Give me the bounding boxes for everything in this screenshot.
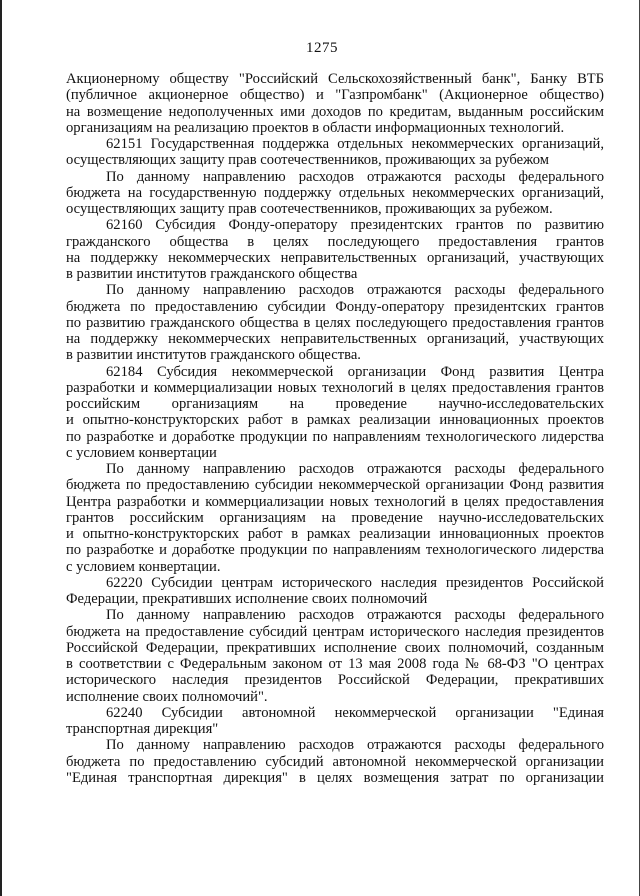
text-line: разработки и коммерциализации новых технологий в целях предоставления грантов <box>66 379 604 396</box>
text-line: и опытно-конструкторских работ в рамках реализации инновационных проектов <box>66 526 604 542</box>
text-line: в развитии институтов гражданского общества <box>66 266 358 282</box>
text-line: 62184 Субсидия некоммерческой организации Фонд развития Центра <box>106 363 604 380</box>
text-line: и опытно-конструкторских работ в рамках реализации инновационных проектов <box>66 412 604 429</box>
text-line: исполнение своих полномочий". <box>66 688 268 705</box>
text-line: Федерации, прекративших исполнение своих полномочий <box>66 591 428 607</box>
text-line: российским организациям на проведение научно-исследовательских <box>66 396 604 412</box>
text-line: на поддержку некоммерческих неправительственных организаций, участвующих <box>66 331 604 347</box>
text-line: "Единая транспортная дирекция" в целях возмещения затрат по организации <box>66 769 604 786</box>
text-line: в развитии институтов гражданского общества. <box>66 347 361 364</box>
text-line: по развитию гражданского общества в целях последующего предоставления грантов <box>66 314 604 331</box>
text-line: с условием конвертации <box>66 444 217 461</box>
document-body <box>66 71 604 786</box>
text-line: По данному направлению расходов отражаются расходы федерального <box>106 607 604 624</box>
text-line: осуществляющих защиту прав соотечественников, проживающих за рубежом <box>66 152 550 169</box>
text-line: Российской Федерации, прекративших исполнение своих полномочий, созданным <box>66 639 604 656</box>
text-line: Центра разработки и коммерциализации новых технологий в целях предоставления <box>66 493 604 510</box>
text-line: бюджета по предоставлению субсидии некоммерческой организации Фонд развития <box>66 477 604 494</box>
text-line: на возмещение недополученных ими доходов по кредитам, выданным российским <box>66 103 604 120</box>
text-line: в соответствии с Федеральным законом от 13 мая 2008 года № 68-ФЗ "О центрах <box>66 656 604 672</box>
text-line: 62151 Государственная поддержка отдельных некоммерческих организаций, <box>106 136 604 152</box>
text-line: (публичное акционерное общество) и "Газпромбанк" (Акционерное общество) <box>66 87 604 104</box>
text-line: исторического наследия президентов Российской Федерации, прекративших <box>66 672 604 689</box>
page-number: 1275 <box>306 40 338 56</box>
text-line: осуществляющих защиту прав соотечественников, проживающих за рубежом. <box>66 201 553 217</box>
text-line: бюджета на государственную поддержку отдельных некоммерческих организаций, <box>66 184 604 201</box>
text-line: на поддержку некоммерческих неправительственных организаций, участвующих <box>66 249 604 266</box>
text-line: По данному направлению расходов отражаются расходы федерального <box>106 461 604 477</box>
text-line: по разработке и доработке продукции по направлениям технологического лидерства <box>66 428 604 445</box>
text-line: гражданского общества в целях последующего предоставления грантов <box>66 233 604 250</box>
text-line: грантов российским организациям на проведение научно-исследовательских <box>66 509 604 526</box>
text-line: 62240 Субсидии автономной некоммерческой организации "Единая <box>106 704 604 721</box>
text-line: организациям на реализацию проектов в области информационных технологий. <box>66 119 565 136</box>
text-line: бюджета на предоставление субсидий центрам исторического наследия президентов <box>66 623 604 640</box>
text-line: По данному направлению расходов отражаются расходы федерального <box>106 282 604 299</box>
text-line: бюджета по предоставлению субсидии Фонду-оператору президентских грантов <box>66 298 604 315</box>
text-line: 62160 Субсидия Фонду-оператору президентских грантов по развитию <box>106 217 604 234</box>
text-line: Акционерному обществу "Российский Сельскохозяйственный банк", Банку ВТБ <box>66 71 604 87</box>
text-line: По данному направлению расходов отражаются расходы федерального <box>106 737 604 754</box>
text-line: бюджета по предоставлению субсидий автономной некоммерческой организации <box>66 753 604 770</box>
text-line: По данному направлению расходов отражаются расходы федерального <box>106 168 604 185</box>
text-line: с условием конвертации. <box>66 558 221 575</box>
text-line: по разработке и доработке продукции по направлениям технологического лидерства <box>66 542 604 559</box>
text-line: 62220 Субсидии центрам исторического наследия президентов Российской <box>106 574 604 591</box>
text-line: транспортная дирекция" <box>66 721 219 737</box>
